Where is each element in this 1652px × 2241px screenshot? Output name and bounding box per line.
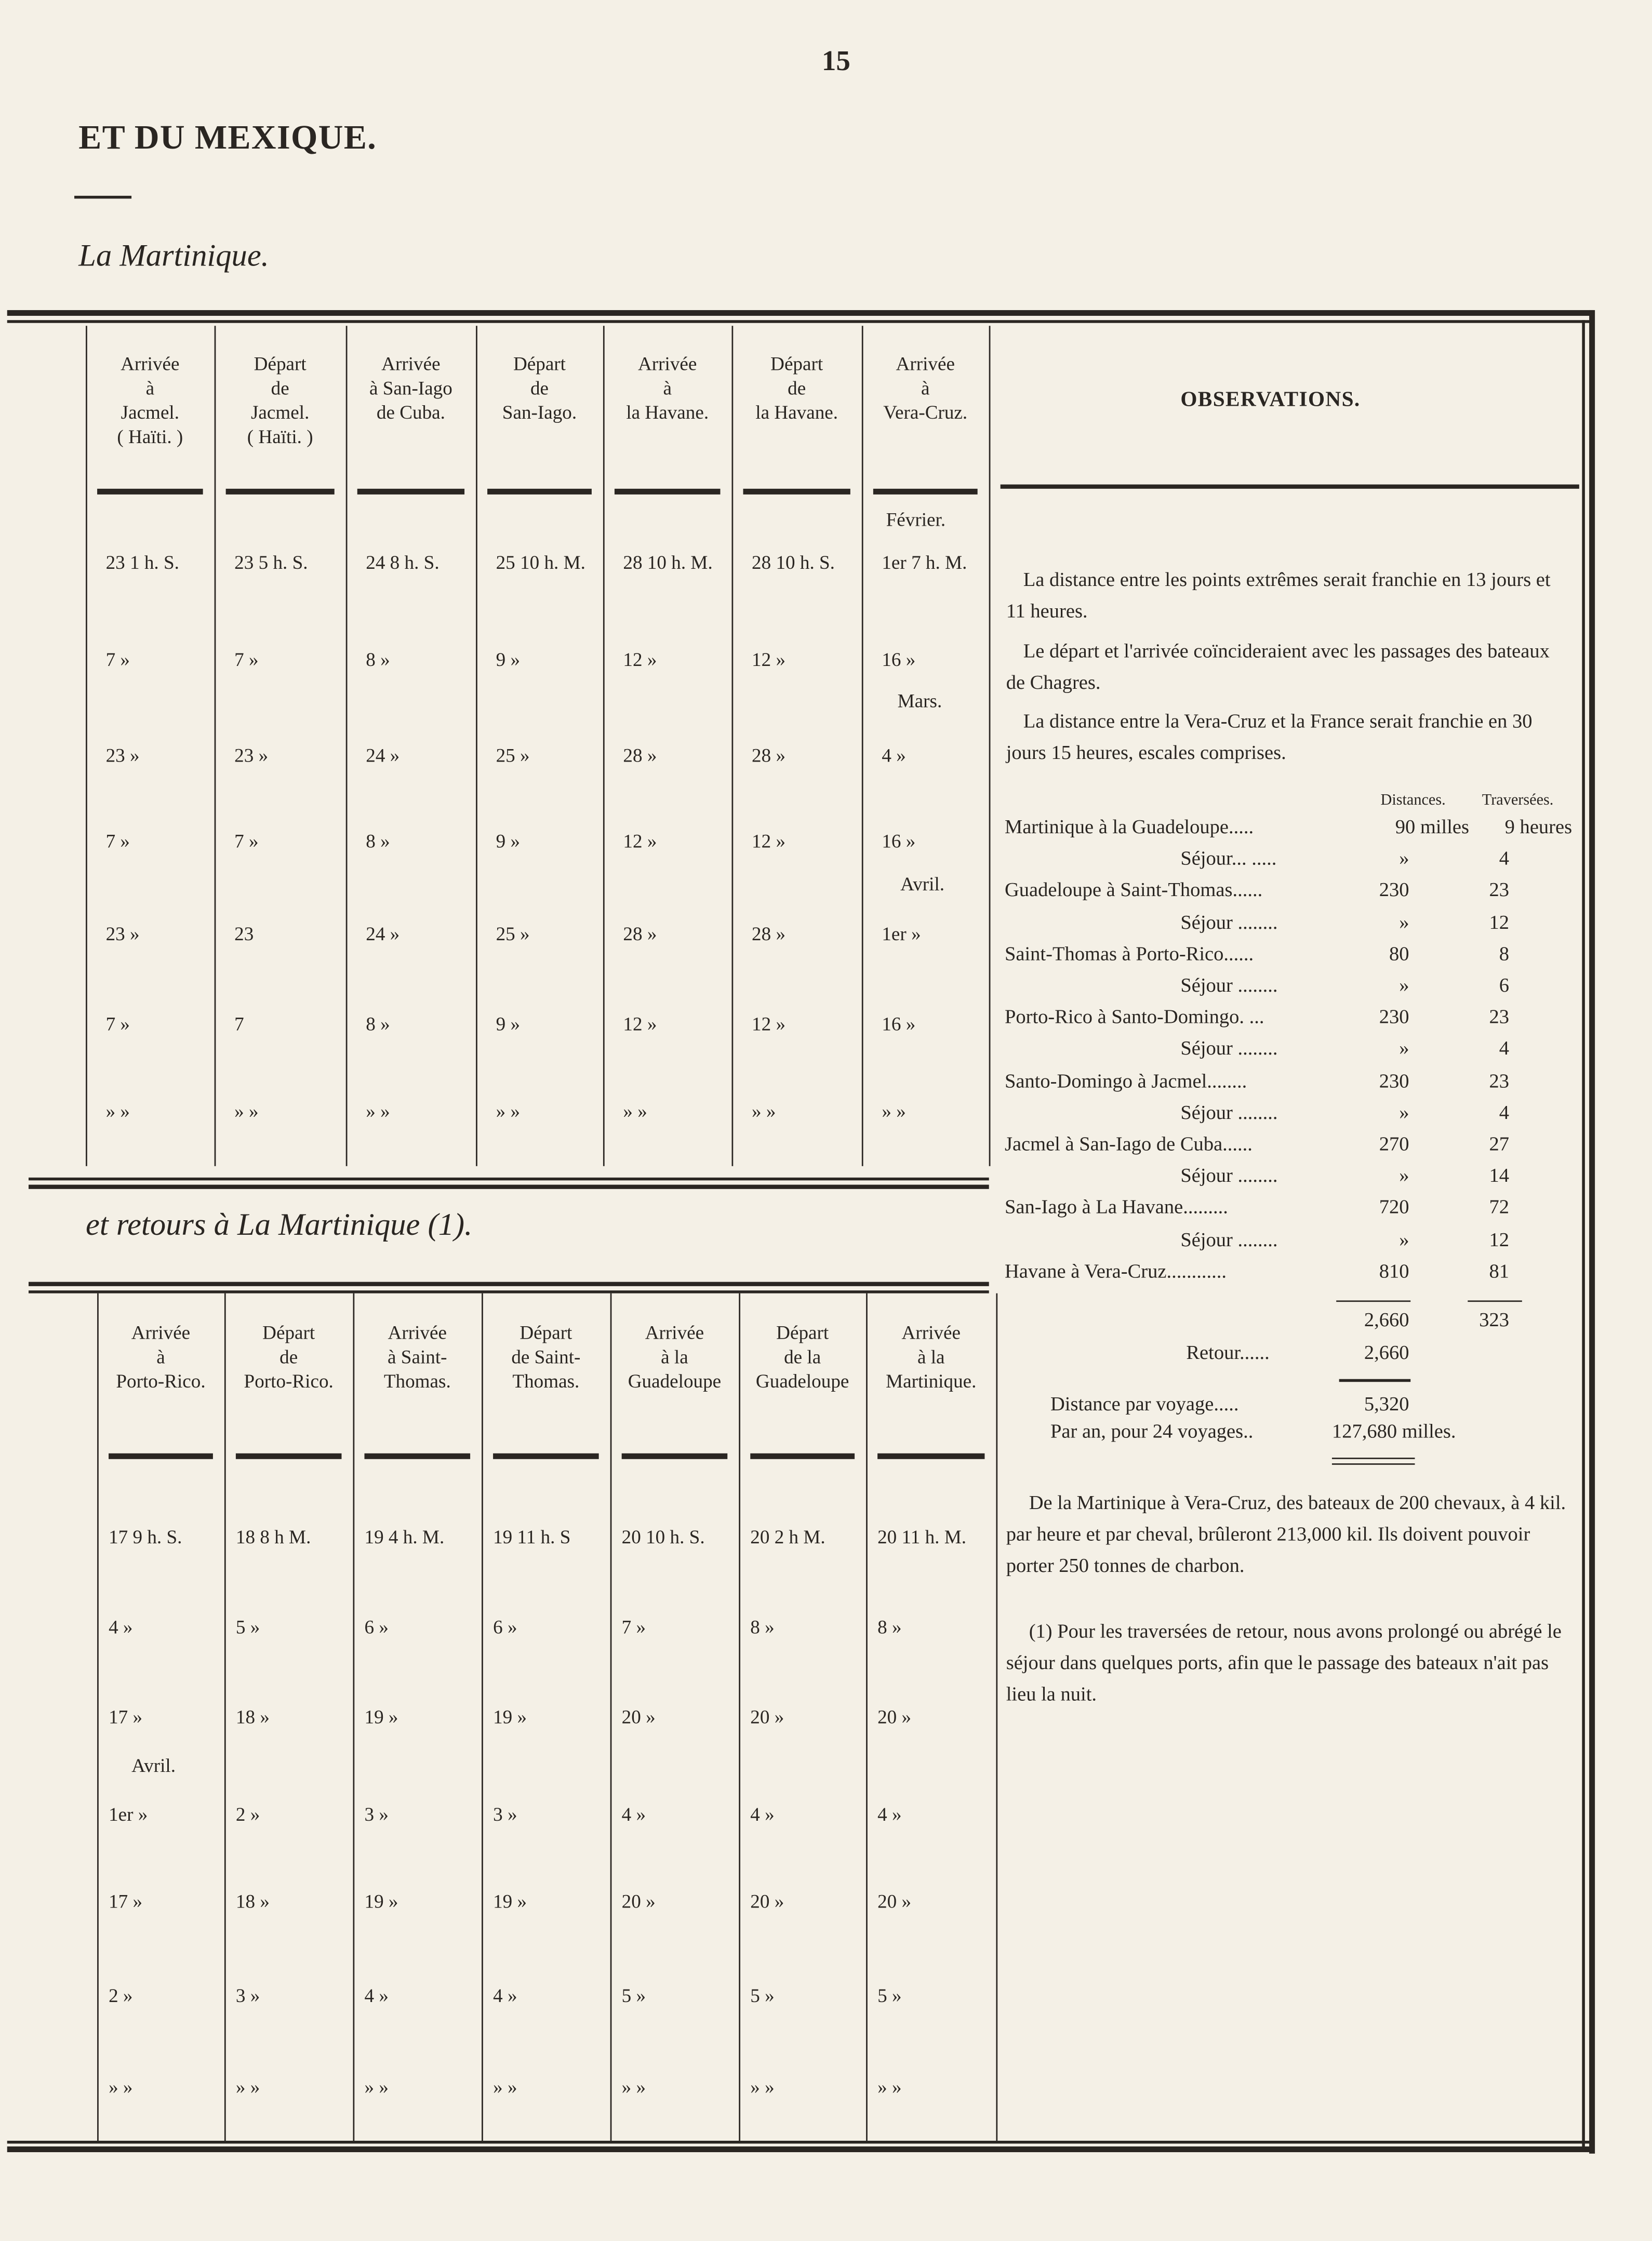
header-rule: [97, 489, 203, 494]
sum-rule: [1332, 1458, 1415, 1459]
page-heading: ET DU MEXIQUE.: [78, 120, 377, 157]
distances-header: Distances.: [1380, 792, 1446, 809]
leg-traversee: 72: [1489, 1198, 1510, 1220]
table-cell: 8 »: [877, 1616, 902, 1638]
column-header: Arrivée à Saint- Thomas.: [383, 1322, 451, 1392]
column-rule: [353, 1293, 354, 2141]
leg-distance: 80: [1389, 944, 1409, 966]
table-cell: » »: [496, 1100, 521, 1122]
frame-bottom-inner: [7, 2141, 1594, 2143]
leg-distance: »: [1399, 849, 1409, 871]
table-cell: 12 »: [752, 648, 786, 671]
column-header: Départ de Saint- Thomas.: [511, 1322, 581, 1392]
observation-paragraph: La distance entre la Vera-Cruz et la France serait franchie en 30 jours 15 heures, escales comprises.: [1006, 711, 1533, 765]
table-cell: 17 »: [109, 1706, 143, 1728]
leg-label: Séjour ........: [1180, 1039, 1278, 1061]
frame-top: [7, 310, 1594, 316]
table-cell: 28 »: [623, 923, 657, 945]
table-cell: 1er »: [882, 923, 921, 945]
leg-traversee: 23: [1489, 881, 1510, 902]
table-cell: 19 11 h. S: [493, 1526, 571, 1548]
table-cell: 20 »: [877, 1706, 912, 1728]
table-cell: » »: [752, 1100, 776, 1122]
header-rule: [109, 1453, 213, 1459]
leg-traversee: 23: [1489, 1007, 1510, 1030]
table-cell: 4 »: [882, 744, 906, 766]
column-header: Arrivée à la Martinique.: [886, 1322, 977, 1392]
column-rule: [989, 326, 991, 1166]
leg-traversee: 8: [1499, 944, 1510, 966]
table-cell: 7 »: [105, 1013, 130, 1035]
column-header: Arrivée à la Havane.: [626, 353, 709, 423]
table-cell: 28 »: [752, 923, 786, 945]
leg-distance: »: [1399, 1166, 1409, 1188]
table-cell: 8 »: [366, 830, 390, 852]
sum-rule: [1339, 1379, 1411, 1381]
header-rule: [877, 1453, 984, 1459]
column-header: Arrivée à Porto-Rico.: [116, 1322, 206, 1392]
leg-traversee: 4: [1499, 1103, 1510, 1125]
divider: [74, 196, 131, 198]
table-cell: 24 8 h. S.: [366, 551, 439, 573]
table-cell: 19 »: [364, 1706, 398, 1728]
table-cell: 20 »: [877, 1890, 912, 1912]
leg-distance: »: [1399, 912, 1409, 935]
table-cell: 28 »: [752, 744, 786, 766]
leg-distance: 230: [1379, 881, 1409, 902]
table-cell: 19 »: [364, 1890, 398, 1912]
table-cell: 28 10 h. M.: [623, 551, 713, 573]
footnote: (1) Pour les traversées de retour, nous avons prolongé ou abrégé le séjour dans quelques ports, afin que le passage des bateaux n'ait pas lieu la nuit.: [1006, 1622, 1562, 1706]
table-cell: 4 »: [877, 1803, 902, 1825]
table-cell: » »: [750, 2076, 775, 2098]
column-rule: [215, 326, 216, 1166]
month-label: Mars.: [897, 690, 942, 712]
header-rule: [226, 489, 335, 494]
table-cell: 9 »: [496, 830, 521, 852]
leg-distance: »: [1399, 976, 1409, 998]
leg-label: Santo-Domingo à Jacmel........: [1004, 1071, 1247, 1093]
table-cell: 9 »: [496, 648, 521, 671]
table-cell: 18 »: [235, 1890, 270, 1912]
header-rule: [487, 489, 592, 494]
table-cell: 1er »: [109, 1803, 148, 1825]
column-rule: [996, 1293, 997, 2141]
table-cell: 6 »: [493, 1616, 517, 1638]
year-value: 127,680 milles.: [1331, 1422, 1456, 1444]
sum-rule: [1332, 1463, 1415, 1465]
header-rule: [743, 489, 850, 494]
table-divider: [29, 1290, 989, 1292]
table-cell: 7 »: [234, 830, 259, 852]
year-label: Par an, pour 24 voyages..: [1050, 1422, 1254, 1444]
table-cell: 19 4 h. M.: [364, 1526, 445, 1548]
observations-title: OBSERVATIONS.: [1180, 389, 1361, 412]
column-header: Départ de San-Iago.: [502, 353, 577, 423]
table-cell: 24 »: [366, 744, 400, 766]
leg-label: Séjour ........: [1180, 1166, 1278, 1188]
coal-note: De la Martinique à Vera-Cruz, des bateaux de 200 chevaux, à 4 kil. par heure et par cheval, brûleront 213,000 kil. Ils doivent pouvoir porter 250 tonnes de charbon.: [1006, 1493, 1566, 1578]
table-divider: [29, 1178, 989, 1180]
column-rule: [862, 326, 863, 1166]
header-rule: [615, 489, 721, 494]
column-header: Arrivée à Jacmel. ( Haïti. ): [117, 353, 183, 448]
column-rule: [346, 326, 348, 1166]
column-header: Arrivée à Vera-Cruz.: [883, 353, 968, 423]
leg-distance: 90 milles: [1395, 817, 1470, 839]
table-cell: 23 1 h. S.: [105, 551, 179, 573]
table-cell: 20 »: [621, 1890, 656, 1912]
table-cell: » »: [621, 2076, 646, 2098]
table-cell: 16 »: [882, 648, 916, 671]
table-cell: » »: [882, 1100, 906, 1122]
table-cell: 8 »: [750, 1616, 775, 1638]
table-cell: 20 2 h M.: [750, 1526, 825, 1548]
section-title: La Martinique.: [78, 237, 269, 273]
observation-paragraph: Le départ et l'arrivée coïncideraient avec les passages des bateaux de Chagres.: [1006, 642, 1550, 695]
table-cell: » »: [105, 1100, 130, 1122]
leg-distance: 230: [1379, 1071, 1409, 1093]
header-rule: [622, 1453, 728, 1459]
table-cell: » »: [109, 2076, 133, 2098]
table-cell: » »: [493, 2076, 517, 2098]
table-cell: » »: [623, 1100, 647, 1122]
table-cell: 4 »: [109, 1616, 133, 1638]
table-cell: 25 »: [496, 923, 530, 945]
leg-label: Martinique à la Guadeloupe.....: [1004, 817, 1254, 839]
table-cell: 7 »: [105, 648, 130, 671]
table-cell: 28 10 h. S.: [752, 551, 835, 573]
table-cell: 23 »: [105, 923, 140, 945]
table-cell: 25 »: [496, 744, 530, 766]
month-label: Avril.: [900, 873, 945, 895]
frame-right-inner: [1582, 320, 1584, 2149]
leg-label: Séjour ........: [1180, 976, 1278, 998]
header-rule: [357, 489, 464, 494]
column-rule: [97, 1293, 99, 2141]
table-cell: 25 10 h. M.: [496, 551, 585, 573]
total-traversees: 323: [1479, 1310, 1510, 1332]
table-cell: 17 »: [109, 1890, 143, 1912]
leg-traversee: 14: [1489, 1166, 1510, 1188]
table-cell: 19 »: [493, 1890, 527, 1912]
frame-top-inner: [7, 320, 1594, 322]
column-rule: [732, 326, 734, 1166]
table-cell: 3 »: [235, 1985, 260, 2007]
observations-rule: [1001, 485, 1579, 489]
sum-rule: [1336, 1300, 1410, 1302]
leg-distance: »: [1399, 1230, 1409, 1251]
leg-distance: »: [1399, 1103, 1409, 1125]
voyage-value: 5,320: [1364, 1394, 1409, 1417]
table-cell: 1er 7 h. M.: [882, 551, 967, 573]
table-cell: » »: [234, 1100, 259, 1122]
frame-right: [1589, 310, 1595, 2154]
table-cell: 18 »: [235, 1706, 270, 1728]
frame-bottom: [7, 2146, 1594, 2152]
table-cell: 12 »: [623, 648, 657, 671]
retour-value: 2,660: [1364, 1343, 1409, 1365]
voyage-label: Distance par voyage.....: [1050, 1394, 1239, 1417]
table-divider: [29, 1282, 989, 1286]
sum-rule: [1468, 1300, 1522, 1302]
leg-label: Jacmel à San-Iago de Cuba......: [1004, 1135, 1253, 1156]
column-header: Arrivée à San-Iago de Cuba.: [369, 353, 452, 423]
leg-distance: 720: [1379, 1198, 1409, 1220]
table-cell: 4 »: [493, 1985, 517, 2007]
table-cell: 17 9 h. S.: [109, 1526, 182, 1548]
return-title: et retours à La Martinique (1).: [86, 1206, 473, 1242]
column-header: Départ de la Guadeloupe: [755, 1322, 849, 1392]
header-rule: [236, 1453, 342, 1459]
traversees-header: Traversées.: [1482, 792, 1554, 809]
table-cell: 12 »: [623, 1013, 657, 1035]
table-cell: 4 »: [750, 1803, 775, 1825]
table-cell: 24 »: [366, 923, 400, 945]
table-cell: 20 »: [621, 1706, 656, 1728]
table-cell: » »: [877, 2076, 902, 2098]
table-cell: 3 »: [364, 1803, 389, 1825]
table-cell: 5 »: [877, 1985, 902, 2007]
table-cell: 23 5 h. S.: [234, 551, 308, 573]
leg-traversee: 27: [1489, 1135, 1510, 1156]
table-cell: 5 »: [621, 1985, 646, 2007]
leg-label: Séjour ........: [1180, 1103, 1278, 1125]
header-rule: [873, 489, 978, 494]
table-cell: 3 »: [493, 1803, 517, 1825]
column-header: Arrivée à la Guadeloupe: [628, 1322, 722, 1392]
leg-label: Séjour... .....: [1180, 849, 1277, 871]
table-cell: » »: [235, 2076, 260, 2098]
header-rule: [750, 1453, 855, 1459]
table-cell: 9 »: [496, 1013, 521, 1035]
table-cell: 23 »: [105, 744, 140, 766]
column-rule: [224, 1293, 226, 2141]
table-cell: 12 »: [752, 830, 786, 852]
table-cell: 28 »: [623, 744, 657, 766]
leg-label: Havane à Vera-Cruz............: [1004, 1261, 1227, 1283]
table-cell: 16 »: [882, 1013, 916, 1035]
table-cell: 5 »: [235, 1616, 260, 1638]
table-cell: 20 »: [750, 1706, 784, 1728]
table-cell: 2 »: [235, 1803, 260, 1825]
leg-label: Saint-Thomas à Porto-Rico......: [1004, 944, 1254, 966]
table-cell: 7: [234, 1013, 244, 1035]
month-label: Février.: [886, 509, 946, 530]
table-cell: » »: [366, 1100, 390, 1122]
table-cell: 7 »: [105, 830, 130, 852]
table-cell: 7 »: [234, 648, 259, 671]
leg-label: Séjour ........: [1180, 912, 1278, 935]
leg-label: Séjour ........: [1180, 1230, 1278, 1251]
table-cell: 23 »: [234, 744, 269, 766]
table-cell: 12 »: [752, 1013, 786, 1035]
table-cell: » »: [364, 2076, 389, 2098]
leg-traversee: 4: [1499, 1039, 1510, 1061]
column-rule: [866, 1293, 868, 2141]
table-cell: 20 »: [750, 1890, 784, 1912]
column-header: Départ de la Havane.: [755, 353, 838, 423]
observation-paragraph: La distance entre les points extrêmes serait franchie en 13 jours et 11 heures.: [1006, 570, 1551, 623]
table-cell: 8 »: [366, 1013, 390, 1035]
leg-label: San-Iago à La Havane.........: [1004, 1198, 1228, 1220]
total-distance: 2,660: [1364, 1310, 1409, 1332]
retour-label: Retour......: [1186, 1343, 1270, 1365]
leg-distance: 230: [1379, 1007, 1409, 1030]
column-rule: [86, 326, 87, 1166]
table-cell: 19 »: [493, 1706, 527, 1728]
header-rule: [365, 1453, 471, 1459]
leg-traversee: 81: [1489, 1261, 1510, 1283]
table-cell: 20 10 h. S.: [621, 1526, 705, 1548]
column-rule: [603, 326, 605, 1166]
table-cell: 16 »: [882, 830, 916, 852]
table-cell: 6 »: [364, 1616, 389, 1638]
column-rule: [610, 1293, 612, 2141]
month-label: Avril.: [131, 1755, 176, 1777]
table-cell: 4 »: [364, 1985, 389, 2007]
column-rule: [476, 326, 477, 1166]
leg-distance: »: [1399, 1039, 1409, 1061]
header-rule: [493, 1453, 599, 1459]
page-number: 15: [821, 46, 850, 77]
leg-label: Porto-Rico à Santo-Domingo. ...: [1004, 1007, 1264, 1030]
table-divider: [29, 1185, 989, 1189]
leg-traversee: 6: [1499, 976, 1510, 998]
table-cell: 18 8 h M.: [235, 1526, 311, 1548]
leg-traversee: 4: [1499, 849, 1510, 871]
table-cell: 4 »: [621, 1803, 646, 1825]
leg-distance: 270: [1379, 1135, 1409, 1156]
table-cell: 2 »: [109, 1985, 133, 2007]
column-rule: [482, 1293, 483, 2141]
table-cell: 7 »: [621, 1616, 646, 1638]
column-rule: [739, 1293, 740, 2141]
leg-label: Guadeloupe à Saint-Thomas......: [1004, 881, 1263, 902]
leg-traversee: 12: [1489, 1230, 1510, 1251]
leg-traversee: 9 heures: [1504, 817, 1573, 839]
table-cell: 23: [234, 923, 254, 945]
column-header: Départ de Jacmel. ( Haïti. ): [247, 353, 313, 448]
leg-traversee: 12: [1489, 912, 1510, 935]
column-header: Départ de Porto-Rico.: [244, 1322, 334, 1392]
table-cell: 12 »: [623, 830, 657, 852]
table-cell: 5 »: [750, 1985, 775, 2007]
leg-distance: 810: [1379, 1261, 1409, 1283]
table-cell: 8 »: [366, 648, 390, 671]
leg-traversee: 23: [1489, 1071, 1510, 1093]
table-cell: 20 11 h. M.: [877, 1526, 967, 1548]
